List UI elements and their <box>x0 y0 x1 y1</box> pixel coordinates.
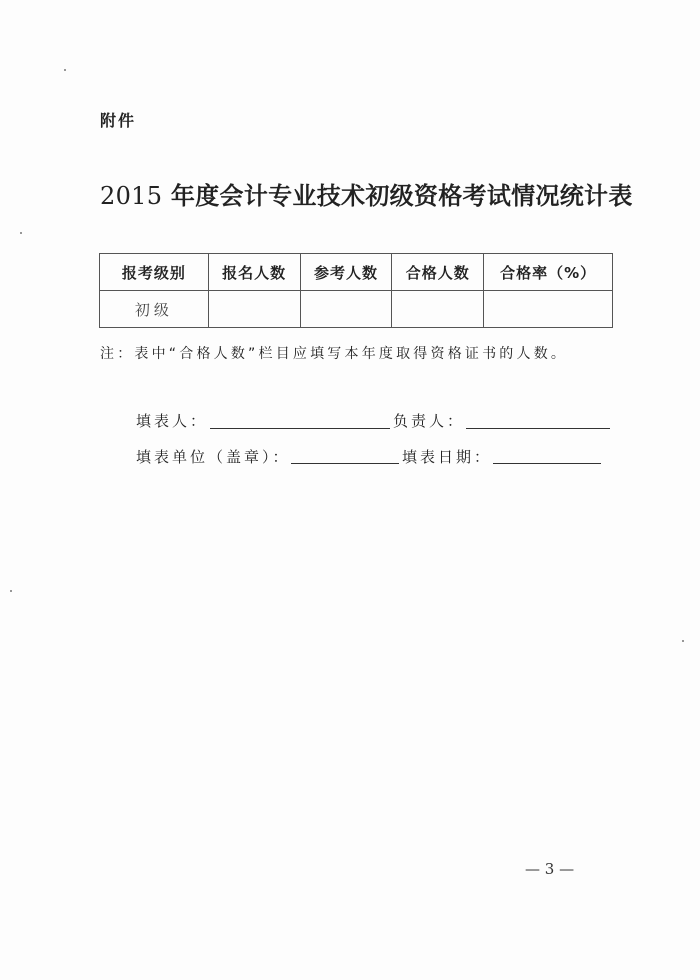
table-header-row <box>100 254 613 291</box>
cell-participant-count[interactable] <box>300 291 392 328</box>
document-title <box>100 176 633 211</box>
header-pass-rate: 合格率（%） <box>484 254 613 291</box>
date-blank[interactable] <box>493 463 601 464</box>
title-text: 年度会计专业技术初级资格考试情况统计表 <box>162 182 633 210</box>
header-participant-count: 参考人数 <box>300 254 392 291</box>
scan-speck <box>10 590 12 592</box>
cell-pass-rate[interactable] <box>484 291 613 328</box>
cell-registered-count[interactable] <box>208 291 300 328</box>
unit-label: 填表单位（盖章）： <box>136 448 291 466</box>
statistics-table <box>99 253 613 328</box>
table-note: 注：表中“合格人数”栏目应填写本年度取得资格证书的人数。 <box>100 346 569 362</box>
attachment-label: 附件 <box>100 111 137 130</box>
header-registered-count: 报名人数 <box>208 254 300 291</box>
responsible-blank[interactable] <box>466 428 610 429</box>
filler-blank[interactable] <box>210 428 390 429</box>
scan-speck <box>64 69 66 71</box>
responsible-label: 负责人： <box>393 412 466 430</box>
scan-speck <box>682 640 684 642</box>
title-year: 2015 <box>100 182 163 210</box>
page-number: — 3 — <box>525 860 575 878</box>
cell-passed-count[interactable] <box>392 291 484 328</box>
scan-speck <box>20 232 22 234</box>
table-row <box>100 291 613 328</box>
unit-blank[interactable] <box>291 463 399 464</box>
header-passed-count: 合格人数 <box>392 254 484 291</box>
cell-exam-level: 初级 <box>100 291 209 328</box>
filler-label: 填表人： <box>136 412 209 430</box>
header-exam-level: 报考级别 <box>100 254 209 291</box>
date-label: 填表日期： <box>402 448 493 466</box>
